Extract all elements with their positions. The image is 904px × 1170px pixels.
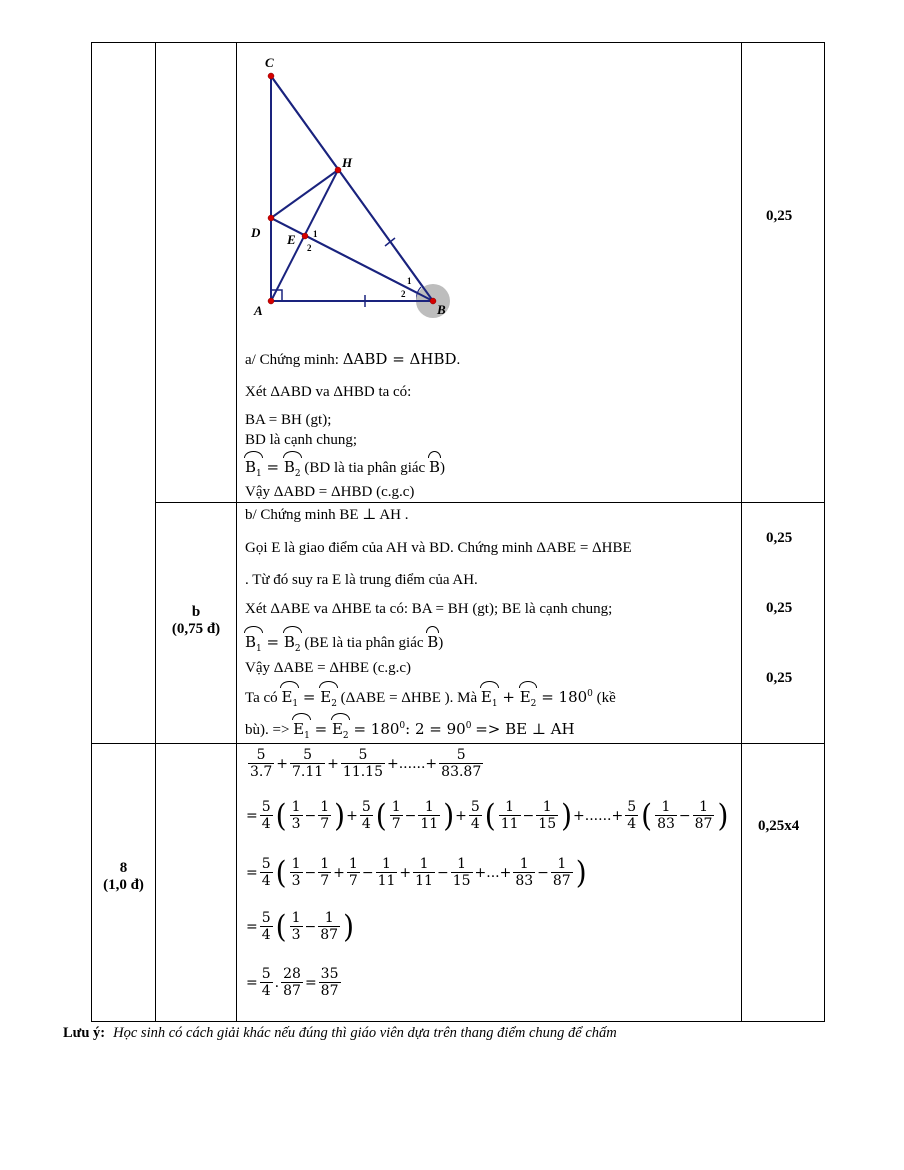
score-r3: 0,25x4	[758, 818, 800, 834]
table-border-top	[91, 42, 825, 43]
angle-label-e2: 2	[307, 243, 312, 253]
label-e: E	[287, 232, 296, 247]
table-border-col4	[741, 42, 742, 1022]
angle-label-b1: 1	[407, 276, 412, 286]
table-border-col3	[236, 42, 237, 1022]
r2-line6: Vậy ΔABE = ΔHBE (c.g.c)	[245, 660, 412, 676]
point-a	[268, 298, 274, 304]
r1-line6: Vậy ΔABD = ΔHBD (c.g.c)	[245, 484, 415, 500]
score-r2-a: 0,25	[766, 530, 793, 546]
geometry-figure	[245, 50, 465, 325]
table-border-right	[824, 42, 825, 1022]
sum-line-4: = $\frac{5}{4}$ ( $\frac{1}{3}$ − $\frac{1}{87}$ )	[246, 907, 355, 945]
r1-line5: $B_1 = B_2$ (BD là tia phân giác B)	[245, 458, 445, 479]
label-c: C	[265, 55, 274, 70]
r2-line4: Xét ΔABE va ΔHBE ta có: BA = BH (gt); BE là cạnh chung;	[245, 601, 613, 617]
row-8-label: 8 (1,0 đ)	[103, 860, 144, 893]
point-c	[268, 73, 274, 79]
point-b	[430, 298, 436, 304]
point-e	[302, 233, 308, 239]
table-border-col2	[155, 42, 156, 1022]
table-border-bottom	[91, 1021, 825, 1022]
footnote: Lưu ý: Học sinh có cách giải khác nếu đúng thì giáo viên dựa trên thang điểm chung để chấm	[63, 1025, 617, 1041]
r1-line4: BD là cạnh chung;	[245, 432, 358, 448]
r2-line8: bù). => $E_1 = E_2 = 180^0$: $2 = 90^0$ => BE ⊥ AH	[245, 720, 575, 741]
sum-line-5: = $\frac{5}{4}$ . $\frac{28}{87}$ = $\frac{35}{87}$	[246, 966, 339, 1000]
score-r2-b: 0,25	[766, 600, 793, 616]
r2-line7: Ta có $E_1 = E_2$ (ΔABE = ΔHBE ). Mà $E_1 + E_2 = 180^0$ (kề	[245, 688, 616, 709]
point-h	[335, 167, 341, 173]
r1-line1: a/ Chứng minh: ΔABD = ΔHBD.	[245, 350, 461, 368]
sum-line-3: = $\frac{5}{4}$ ( $\frac{1}{3}$ − $\frac{1}{7}$ + $\frac{1}{7}$ − $\frac{1}{11}$ + $\frac{1}{11}$ − $\frac{1}{15}$ +...+ $\frac{1}{83}$ − $\frac{1}{87}$ )	[246, 853, 587, 891]
point-d	[268, 215, 274, 221]
angle-label-b2: 2	[401, 289, 406, 299]
r2-line3: . Từ đó suy ra E là trung điểm của AH.	[245, 572, 478, 588]
sum-line-2: = $\frac{5}{4}$ ( $\frac{1}{3}$ − $\frac{1}{7}$ ) + $\frac{5}{4}$ ( $\frac{1}{7}$ − $\frac{1}{11}$ ) + $\frac{5}{4}$ ( $\frac{1}{11}$ − $\frac{1}{15}$ ) +......+ $\frac{5}{4}$ ( $\frac{1}{83}$ − $\frac{1}{87}$ )	[246, 796, 729, 834]
score-r2-c: 0,25	[766, 670, 793, 686]
label-a: A	[254, 303, 263, 318]
r1-line3: BA = BH (gt);	[245, 412, 332, 428]
row-divider-2	[91, 743, 825, 744]
label-h: H	[342, 155, 353, 170]
segment-dh	[271, 170, 338, 218]
row-b-label: b (0,75 đ)	[171, 604, 221, 637]
r2-line5: $B_1 = B_2$ (BE là tia phân giác B)	[245, 633, 444, 654]
r2-line2: Gọi E là giao điểm của AH và BD. Chứng minh ΔABE = ΔHBE	[245, 540, 632, 556]
row-divider-1	[155, 502, 825, 503]
r2-line1: b/ Chứng minh BE ⊥ AH .	[245, 507, 409, 523]
sum-line-1: $\frac{5}{3.7}$ + $\frac{5}{7.11}$ + $\frac{5}{11.15}$ +......+ $\frac{5}{83.87}$	[250, 747, 482, 781]
r1-line2: Xét ΔABD va ΔHBD ta có:	[245, 384, 412, 400]
label-d: D	[251, 225, 261, 240]
score-r1: 0,25	[766, 208, 793, 224]
label-b: B	[437, 302, 446, 317]
angle-label-e1: 1	[313, 229, 318, 239]
